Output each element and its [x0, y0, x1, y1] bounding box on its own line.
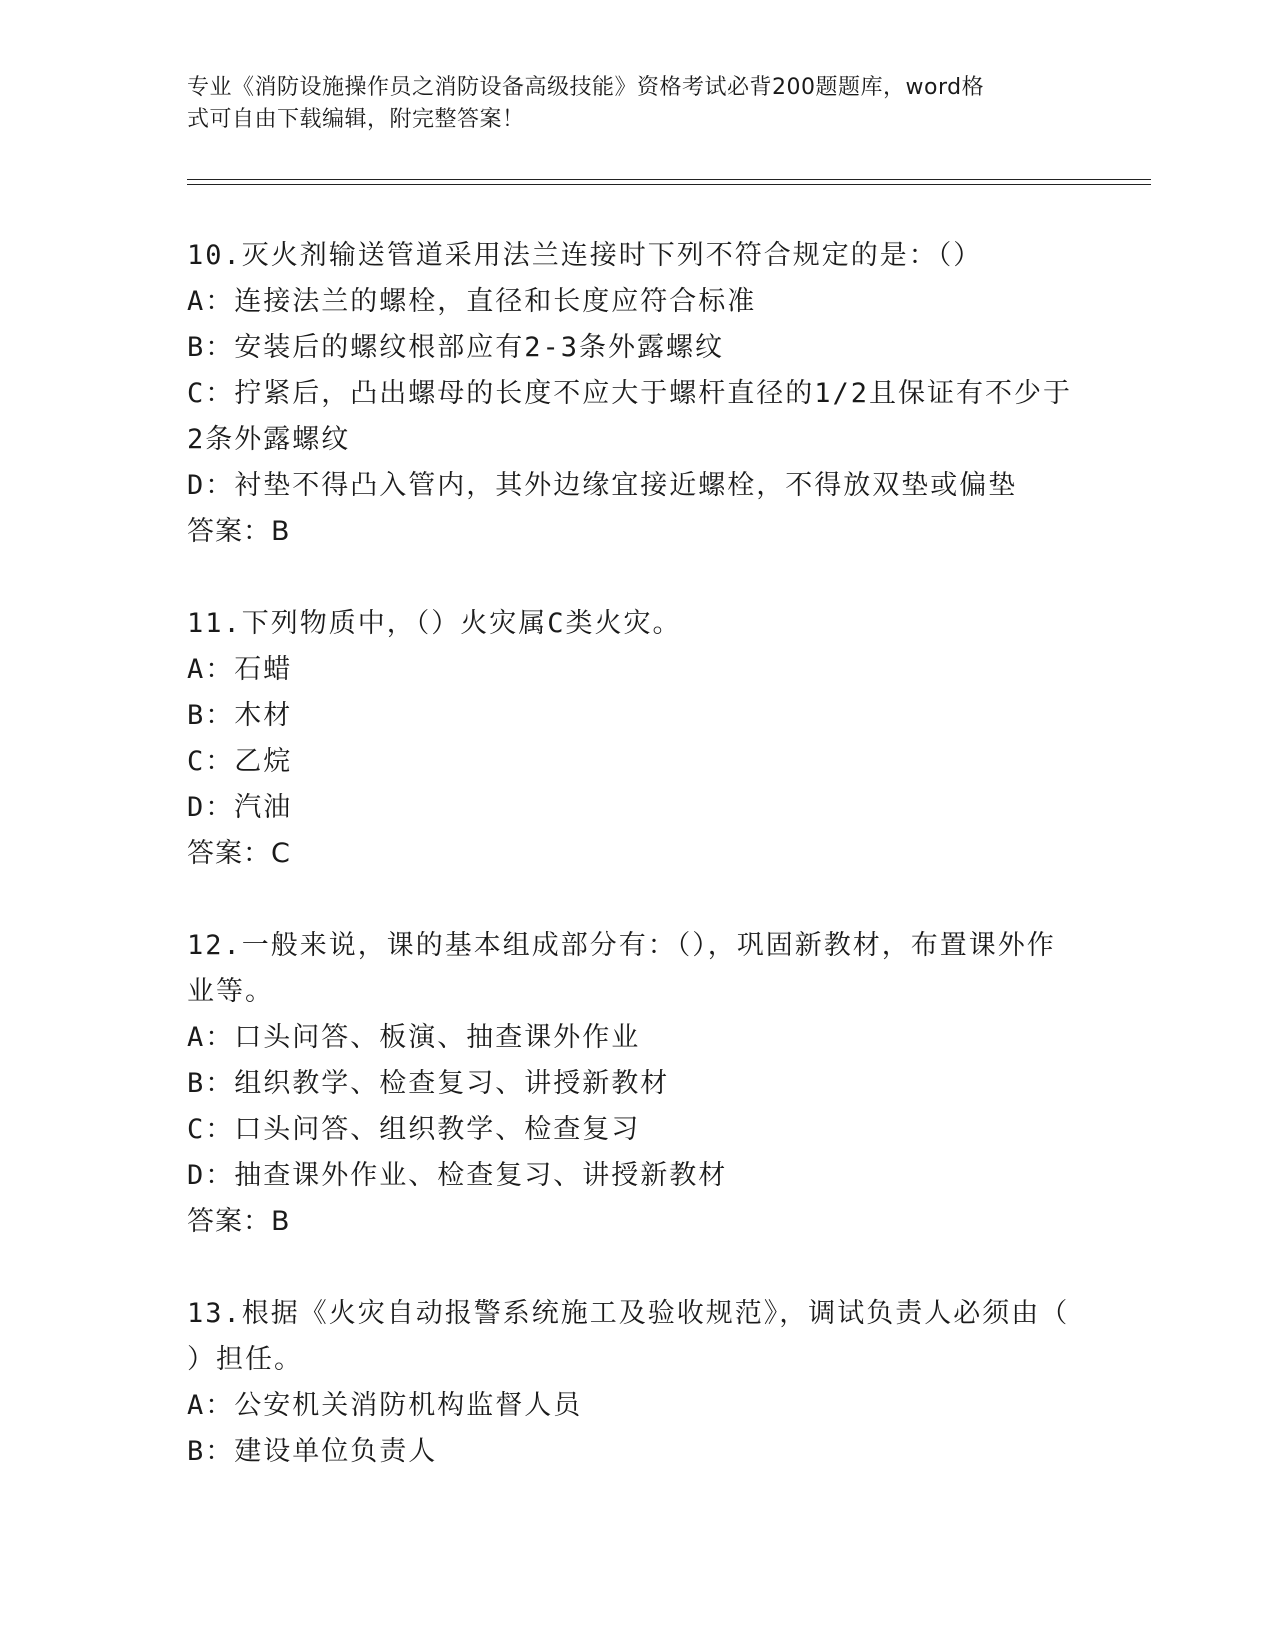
question-stem: 业等。 [187, 976, 274, 1007]
answer-option: A：连接法兰的螺栓，直径和长度应符合标准 [187, 286, 757, 317]
document-header [187, 72, 1067, 136]
question-spacer [187, 555, 1087, 601]
header-line-2: 式可自由下载编辑，附完整答案！ [187, 107, 525, 132]
header-divider-bottom [187, 184, 1151, 185]
question-stem: 13.根据《火灾自动报警系统施工及验收规范》，调试负责人必须由（ [187, 1298, 1070, 1329]
header-divider-top [187, 179, 1151, 180]
answer-option: A：石蜡 [187, 654, 293, 685]
answer-key: 答案：B [187, 516, 291, 547]
answer-option: B：建设单位负责人 [187, 1436, 438, 1467]
answer-option: D：衬垫不得凸入管内，其外边缘宜接近螺栓，不得放双垫或偏垫 [187, 470, 1018, 501]
question-stem: 12.一般来说，课的基本组成部分有：（），巩固新教材，布置课外作 [187, 930, 1056, 961]
question-list [187, 233, 1087, 1475]
question-block [187, 1291, 1087, 1475]
question-block [187, 601, 1087, 877]
answer-key: 答案：B [187, 1206, 291, 1237]
answer-option: B：组织教学、检查复习、讲授新教材 [187, 1068, 670, 1099]
question-stem: 10.灭火剂输送管道采用法兰连接时下列不符合规定的是：（） [187, 240, 983, 271]
question-spacer [187, 877, 1087, 923]
answer-option: D：抽查课外作业、检查复习、讲授新教材 [187, 1160, 728, 1191]
answer-option: B：木材 [187, 700, 293, 731]
answer-option: C：拧紧后，凸出螺母的长度不应大于螺杆直径的1/2且保证有不少于 [187, 378, 1073, 409]
answer-option: B：安装后的螺纹根部应有2-3条外露螺纹 [187, 332, 725, 363]
question-block [187, 233, 1087, 555]
answer-option: 2条外露螺纹 [187, 424, 351, 455]
question-block [187, 923, 1087, 1245]
answer-option: D：汽油 [187, 792, 293, 823]
answer-option: A：公安机关消防机构监督人员 [187, 1390, 583, 1421]
answer-option: C：口头问答、组织教学、检查复习 [187, 1114, 641, 1145]
question-stem: ）担任。 [187, 1344, 303, 1375]
header-line-1: 专业《消防设施操作员之消防设备高级技能》资格考试必背200题题库，word格 [187, 75, 985, 100]
answer-key: 答案：C [187, 838, 291, 869]
answer-option: A：口头问答、板演、抽查课外作业 [187, 1022, 641, 1053]
question-stem: 11.下列物质中，（）火灾属C类火灾。 [187, 608, 682, 639]
question-spacer [187, 1245, 1087, 1291]
answer-option: C：乙烷 [187, 746, 293, 777]
